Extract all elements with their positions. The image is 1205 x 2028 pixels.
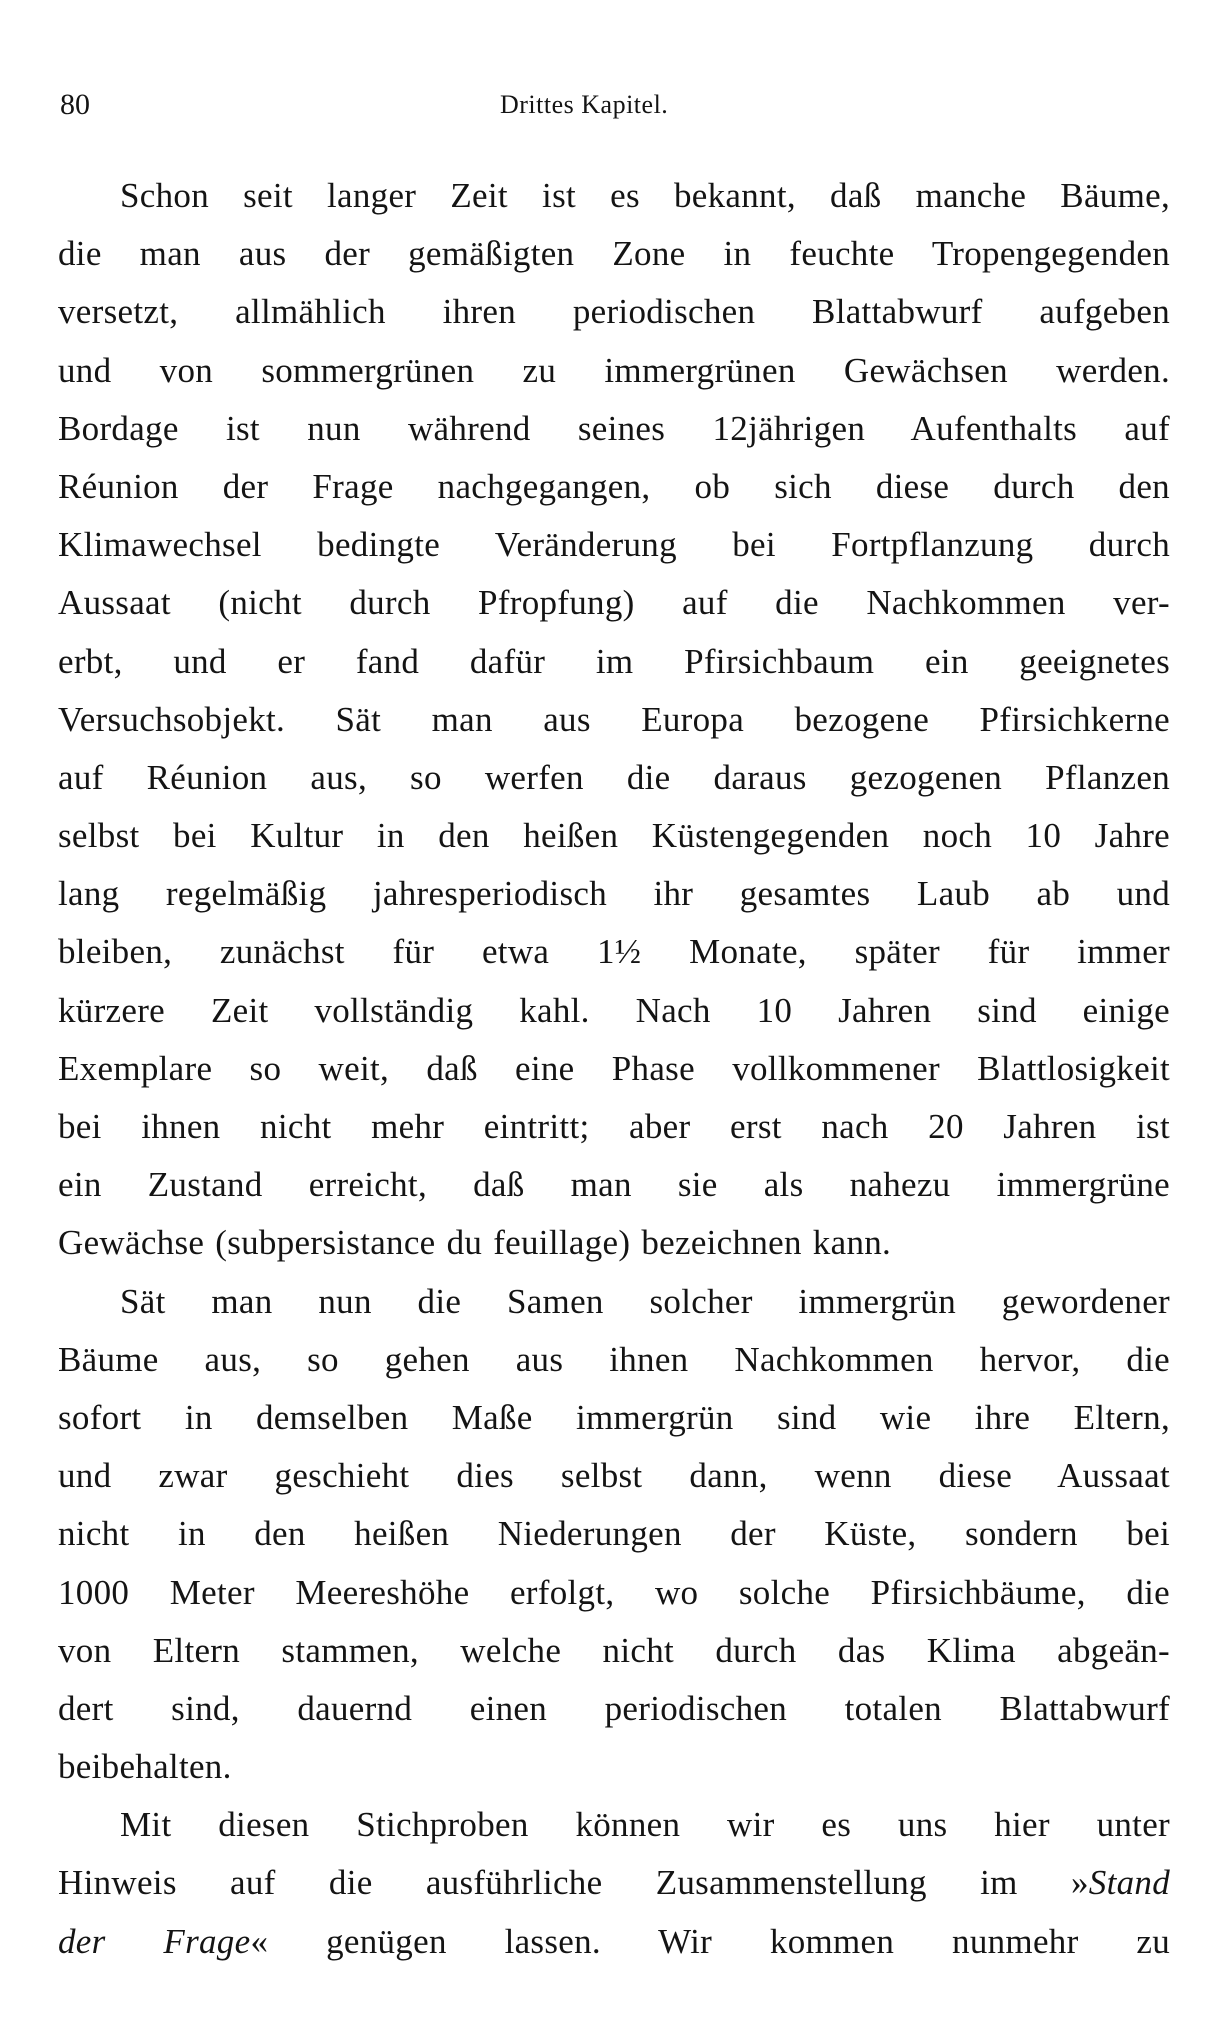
text-line: Exemplare so weit, daß eine Phase vollkommener Blattlosigkeit [58, 1048, 1170, 1088]
paragraph-2 [58, 1273, 1170, 1797]
text-line: selbst bei Kultur in den heißen Küstengegenden noch 10 Jahre [58, 816, 1170, 856]
text-line: Klimawechsel bedingte Veränderung bei Fortpflanzung durch [58, 525, 1170, 565]
text-line: ein Zustand erreicht, daß man sie als nahezu immergrüne [58, 1165, 1170, 1205]
paragraph-3 [58, 1796, 1170, 1971]
page-header [60, 88, 1180, 128]
text-line: von Eltern stammen, welche nicht durch das Klima abgeän- [58, 1630, 1170, 1670]
text-line: nicht in den heißen Niederungen der Küste, sondern bei [58, 1514, 1170, 1554]
text-line: beibehalten. [58, 1747, 232, 1787]
text-line: der Frage« genügen lassen. Wir kommen nunmehr zu [58, 1921, 1171, 1961]
page-number: 80 [60, 88, 90, 121]
paragraph-1 [58, 167, 1170, 1273]
body-text [58, 167, 1170, 1971]
text-line: Bäume aus, so gehen aus ihnen Nachkommen hervor, die [58, 1339, 1170, 1379]
text-line: bleiben, zunächst für etwa 1½ Monate, später für immer [58, 932, 1170, 972]
text-line: versetzt, allmählich ihren periodischen Blattabwurf aufgeben [58, 292, 1170, 332]
text-line: die man aus der gemäßigten Zone in feuchte Tropengegenden [58, 234, 1170, 274]
text-line: auf Réunion aus, so werfen die daraus gezogenen Pflanzen [58, 757, 1170, 797]
text-line: Schon seit langer Zeit ist es bekannt, daß manche Bäume, [120, 176, 1170, 215]
text-line: Réunion der Frage nachgegangen, ob sich diese durch den [58, 466, 1170, 506]
text-line: bei ihnen nicht mehr eintritt; aber erst nach 20 Jahren ist [58, 1107, 1170, 1146]
text-line: kürzere Zeit vollständig kahl. Nach 10 Jahren sind einige [58, 990, 1170, 1030]
text-line: dert sind, dauernd einen periodischen totalen Blattabwurf [58, 1688, 1170, 1728]
text-line: Sät man nun die Samen solcher immergrün gewordener [120, 1281, 1170, 1321]
text-line: Aussaat (nicht durch Pfropfung) auf die Nachkommen ver- [58, 583, 1170, 623]
text-line: und zwar geschieht dies selbst dann, wenn diese Aussaat [58, 1456, 1170, 1496]
text-line: Gewächse (subpersistance du feuillage) bezeichnen kann. [58, 1223, 892, 1263]
text-line: Hinweis auf die ausführliche Zusammenstellung im »Stand [58, 1863, 1170, 1903]
running-head: Drittes Kapitel. [500, 90, 669, 119]
text-line: Bordage ist nun während seines 12jährigen Aufenthalts auf [58, 408, 1170, 448]
text-line: sofort in demselben Maße immergrün sind wie ihre Eltern, [58, 1397, 1170, 1437]
text-line: Versuchsobjekt. Sät man aus Europa bezogene Pfirsichkerne [58, 699, 1170, 739]
text-line: 1000 Meter Meereshöhe erfolgt, wo solche Pfirsichbäume, die [58, 1572, 1170, 1612]
text-line: Mit diesen Stichproben können wir es uns hier unter [120, 1805, 1170, 1845]
text-line: und von sommergrünen zu immergrünen Gewächsen werden. [58, 350, 1170, 390]
text-line: lang regelmäßig jahresperiodisch ihr gesamtes Laub ab und [58, 874, 1170, 914]
text-line: erbt, und er fand dafür im Pfirsichbaum ein geeignetes [58, 641, 1170, 681]
